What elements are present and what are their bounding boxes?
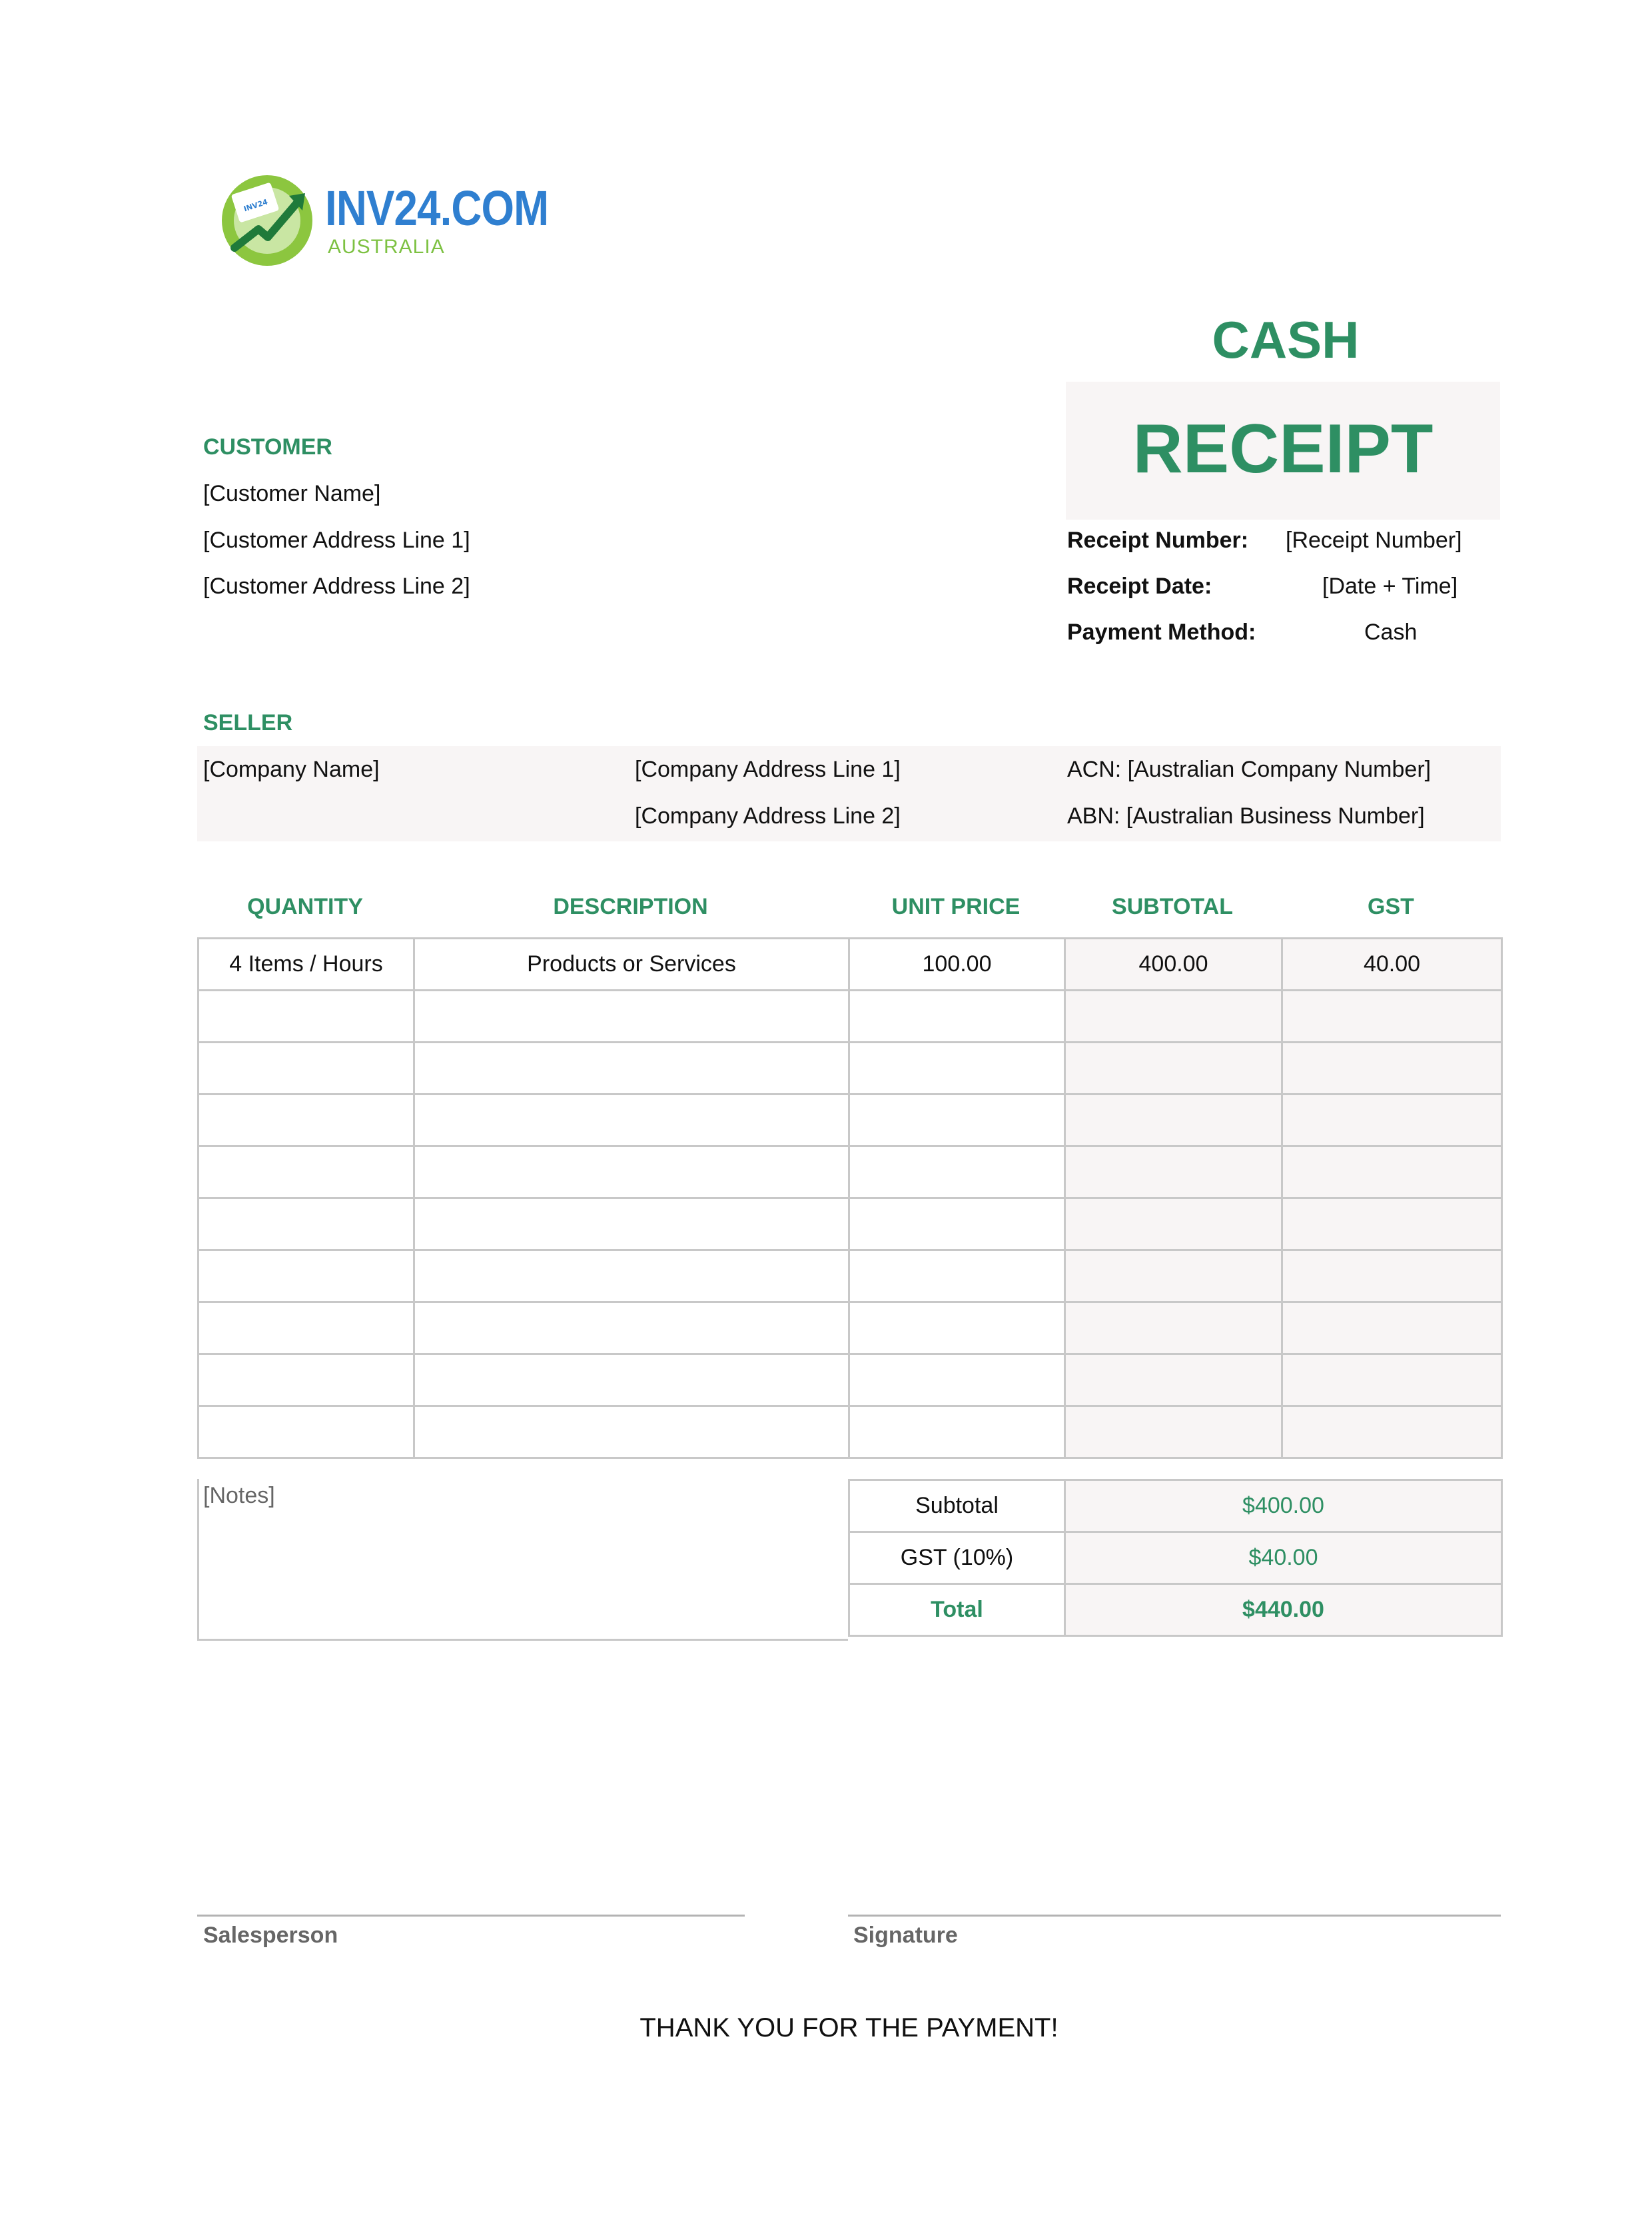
subtotal-value: $400.00 [1065, 1480, 1502, 1532]
title-cash: CASH [1212, 310, 1360, 369]
receipt-date-value: [Date + Time] [1322, 574, 1458, 599]
receipt-number-label: Receipt Number: [1067, 528, 1249, 553]
subtotal-row [849, 1480, 1502, 1532]
cell-subtotal[interactable] [1065, 1354, 1282, 1406]
customer-name: [Customer Name] [203, 481, 381, 506]
salesperson-signature-line [197, 1915, 745, 1917]
seller-abn: ABN: [Australian Business Number] [1067, 803, 1425, 829]
payment-method-label: Payment Method: [1067, 620, 1256, 645]
table-row [199, 1095, 1502, 1146]
cell-subtotal[interactable] [1065, 1250, 1282, 1302]
cell-quantity[interactable] [199, 1406, 414, 1458]
table-row [199, 1198, 1502, 1250]
seller-address-line1: [Company Address Line 1] [635, 757, 901, 782]
cell-description[interactable] [414, 1354, 849, 1406]
gst-row [849, 1532, 1502, 1584]
cell-quantity[interactable] [199, 1095, 414, 1146]
table-row [199, 1354, 1502, 1406]
table-row [199, 1406, 1502, 1458]
cell-quantity[interactable] [199, 991, 414, 1043]
column-header-gst: GST [1368, 894, 1414, 919]
cell-quantity[interactable]: 4 Items / Hours [199, 939, 414, 991]
logo-country: AUSTRALIA [328, 236, 445, 258]
receipt-number-value: [Receipt Number] [1286, 528, 1462, 553]
cell-description[interactable] [414, 1302, 849, 1354]
payment-method-value: Cash [1364, 620, 1418, 645]
cell-quantity[interactable] [199, 1146, 414, 1198]
total-label: Total [849, 1584, 1065, 1636]
column-header-quantity: QUANTITY [247, 894, 363, 919]
company-logo [220, 168, 549, 268]
cell-gst[interactable] [1282, 991, 1502, 1043]
cell-description[interactable] [414, 1250, 849, 1302]
seller-acn: ACN: [Australian Company Number] [1067, 757, 1432, 782]
cell-quantity[interactable] [199, 1198, 414, 1250]
cell-description[interactable] [414, 991, 849, 1043]
cell-gst[interactable] [1282, 1250, 1502, 1302]
subtotal-label: Subtotal [849, 1480, 1065, 1532]
cell-gst[interactable] [1282, 1302, 1502, 1354]
thank-you-message: THANK YOU FOR THE PAYMENT! [639, 2013, 1058, 2042]
cell-unit-price[interactable]: 100.00 [849, 939, 1065, 991]
title-receipt: RECEIPT [1132, 410, 1434, 488]
table-row [199, 1250, 1502, 1302]
receipt-date-label: Receipt Date: [1067, 574, 1212, 599]
cell-subtotal[interactable] [1065, 1406, 1282, 1458]
customer-address-line1: [Customer Address Line 1] [203, 528, 470, 553]
cell-gst[interactable] [1282, 1406, 1502, 1458]
cell-subtotal[interactable] [1065, 1198, 1282, 1250]
cell-quantity[interactable] [199, 1250, 414, 1302]
cell-unit-price[interactable] [849, 1302, 1065, 1354]
column-header-description: DESCRIPTION [553, 894, 708, 919]
gst-value: $40.00 [1065, 1532, 1502, 1584]
cell-gst[interactable] [1282, 1043, 1502, 1095]
cell-gst[interactable] [1282, 1198, 1502, 1250]
cell-gst[interactable] [1282, 1146, 1502, 1198]
cell-gst[interactable] [1282, 1095, 1502, 1146]
cell-description[interactable] [414, 1146, 849, 1198]
totals-table [848, 1479, 1503, 1637]
cell-quantity[interactable] [199, 1043, 414, 1095]
signature-line [848, 1915, 1501, 1917]
cell-unit-price[interactable] [849, 1146, 1065, 1198]
table-row [199, 991, 1502, 1043]
cell-description[interactable] [414, 1406, 849, 1458]
svg-text:INV24: INV24 [242, 197, 269, 214]
cell-subtotal[interactable] [1065, 1095, 1282, 1146]
salesperson-label: Salesperson [203, 1923, 338, 1948]
total-row [849, 1584, 1502, 1636]
column-header-subtotal: SUBTOTAL [1112, 894, 1233, 919]
cell-unit-price[interactable] [849, 1406, 1065, 1458]
cell-subtotal[interactable]: 400.00 [1065, 939, 1282, 991]
signature-label: Signature [853, 1923, 958, 1948]
items-table [197, 937, 1503, 1459]
cell-description[interactable] [414, 1095, 849, 1146]
seller-company-name: [Company Name] [203, 757, 380, 782]
cell-description[interactable] [414, 1198, 849, 1250]
column-header-unit-price: UNIT PRICE [891, 894, 1021, 919]
cell-quantity[interactable] [199, 1354, 414, 1406]
table-row [199, 1302, 1502, 1354]
notes-box[interactable] [197, 1479, 848, 1641]
total-value: $440.00 [1065, 1584, 1502, 1636]
cell-subtotal[interactable] [1065, 1302, 1282, 1354]
logo-chart-icon [220, 173, 314, 268]
cell-subtotal[interactable] [1065, 1146, 1282, 1198]
cell-subtotal[interactable] [1065, 1043, 1282, 1095]
table-row [199, 1043, 1502, 1095]
seller-address-line2: [Company Address Line 2] [635, 803, 901, 829]
cell-gst[interactable] [1282, 1354, 1502, 1406]
cell-unit-price[interactable] [849, 991, 1065, 1043]
cell-unit-price[interactable] [849, 1198, 1065, 1250]
cell-unit-price[interactable] [849, 1354, 1065, 1406]
cell-description[interactable]: Products or Services [414, 939, 849, 991]
logo-name: INV24.COM [325, 181, 549, 236]
notes-text: [Notes] [203, 1483, 275, 1508]
cell-gst[interactable]: 40.00 [1282, 939, 1502, 991]
cell-unit-price[interactable] [849, 1043, 1065, 1095]
gst-label: GST (10%) [849, 1532, 1065, 1584]
cell-subtotal[interactable] [1065, 991, 1282, 1043]
cell-description[interactable] [414, 1043, 849, 1095]
table-row [199, 1146, 1502, 1198]
customer-heading: CUSTOMER [203, 434, 332, 460]
cell-unit-price[interactable] [849, 1250, 1065, 1302]
table-row [199, 939, 1502, 991]
customer-address-line2: [Customer Address Line 2] [203, 574, 470, 599]
cell-unit-price[interactable] [849, 1095, 1065, 1146]
cell-quantity[interactable] [199, 1302, 414, 1354]
seller-heading: SELLER [203, 710, 293, 735]
